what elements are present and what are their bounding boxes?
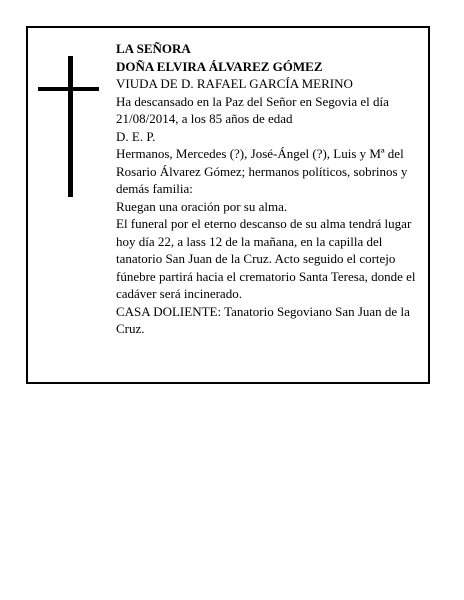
cross-vertical-bar (68, 56, 73, 197)
deceased-name: DOÑA ELVIRA ÁLVAREZ GÓMEZ (116, 58, 323, 74)
prayer-request: Ruegan una oración por su alma. (116, 198, 288, 214)
cross-horizontal-bar (38, 87, 99, 91)
notice-text (116, 40, 424, 338)
funeral-details: El funeral por el eterno descanso de su alma tendrá lugar hoy día 22, a lass 12 de la mañana, en la capilla del tanatorio San Juan de la Cruz. Acto seguido el cortejo fúnebre partirá hacia el crematorio Santa Teresa, donde el cadáver será incinerado. (116, 216, 416, 301)
rip-line: D. E. P. (116, 128, 156, 144)
heading-title: LA SEÑORA (116, 41, 191, 56)
death-announcement: Ha descansado en la Paz del Señor en Segovia el día 21/08/2014, a los 85 años de edad (116, 93, 389, 126)
mourning-house: CASA DOLIENTE: Tanatorio Segoviano San Juan de la Cruz. (116, 303, 410, 336)
widow-line: VIUDA DE D. RAFAEL GARCÍA MERINO (116, 76, 353, 91)
family-list: Hermanos, Mercedes (?), José-Ángel (?), Luis y Mª del Rosario Álvarez Gómez; hermanos políticos, sobrinos y demás familia: (116, 146, 408, 196)
obituary-notice (26, 26, 430, 384)
